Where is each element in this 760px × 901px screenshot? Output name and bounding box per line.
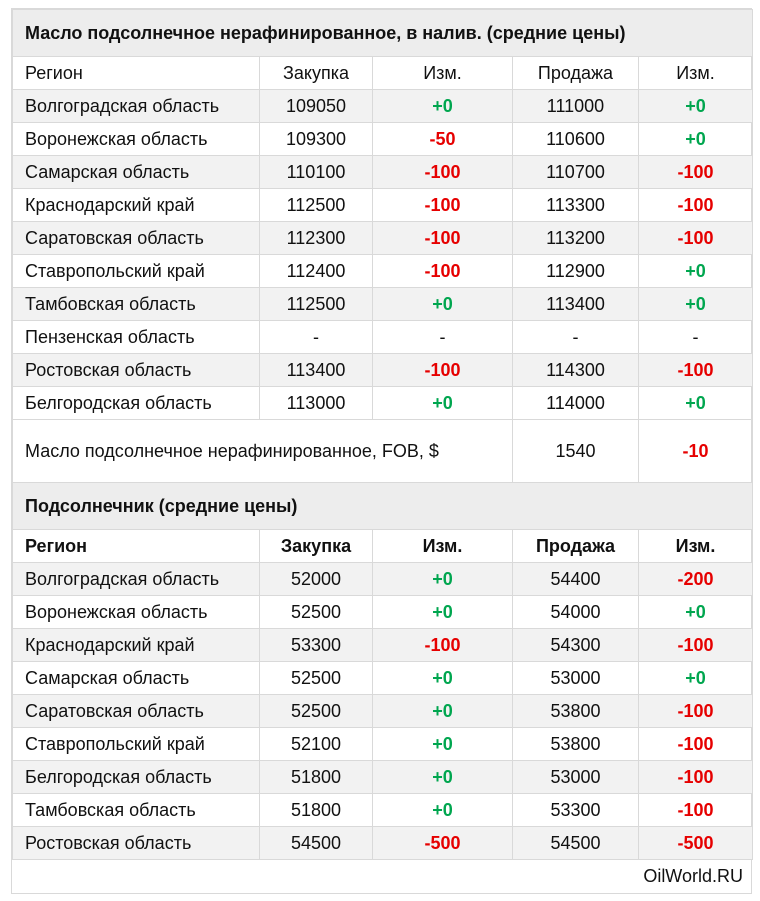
purchase-change-cell: +0 [373,387,513,420]
sale-cell: 53800 [513,728,639,761]
table-row [13,156,753,189]
purchase-cell: 112500 [260,288,373,321]
column-header: Изм. [639,57,753,90]
purchase-change-cell: -100 [373,354,513,387]
price-report [11,8,752,894]
purchase-cell: 52000 [260,563,373,596]
table-row [13,123,753,156]
fob-change: -10 [639,420,753,483]
table-row [13,222,753,255]
purchase-change-cell: -100 [373,255,513,288]
table-row [13,90,753,123]
sale-cell: 54400 [513,563,639,596]
purchase-change-cell: -500 [373,827,513,860]
oil-header-row [13,57,753,90]
table-row [13,189,753,222]
sale-cell: 114000 [513,387,639,420]
region-cell: Саратовская область [13,222,260,255]
seed-section [13,483,753,563]
purchase-change-cell: +0 [373,662,513,695]
purchase-change-cell: +0 [373,90,513,123]
purchase-cell: 112300 [260,222,373,255]
sale-cell: - [513,321,639,354]
table-row [13,794,753,827]
fob-label: Масло подсолнечное нерафинированное, FOB, $ [13,420,513,483]
table-row [13,387,753,420]
table-row [13,728,753,761]
purchase-cell: - [260,321,373,354]
region-cell: Белгородская область [13,761,260,794]
sale-cell: 110600 [513,123,639,156]
table-row [13,695,753,728]
region-cell: Тамбовская область [13,794,260,827]
purchase-cell: 110100 [260,156,373,189]
purchase-change-cell: +0 [373,563,513,596]
purchase-change-cell: +0 [373,728,513,761]
purchase-change-cell: +0 [373,596,513,629]
oil-rows [13,90,753,420]
sale-change-cell: -100 [639,629,753,662]
region-cell: Ростовская область [13,354,260,387]
sale-change-cell: -100 [639,761,753,794]
table-row [13,761,753,794]
sale-change-cell: +0 [639,288,753,321]
sale-cell: 113300 [513,189,639,222]
sale-cell: 113400 [513,288,639,321]
table-row [13,288,753,321]
purchase-change-cell: -50 [373,123,513,156]
sale-cell: 114300 [513,354,639,387]
fob-price: 1540 [513,420,639,483]
region-cell: Краснодарский край [13,629,260,662]
region-cell: Ставропольский край [13,728,260,761]
region-cell: Самарская область [13,156,260,189]
seed-header-row [13,530,753,563]
sale-cell: 53000 [513,761,639,794]
sale-cell: 54000 [513,596,639,629]
purchase-cell: 113400 [260,354,373,387]
purchase-change-cell: -100 [373,156,513,189]
oil-fob [13,420,753,483]
region-cell: Волгоградская область [13,563,260,596]
table-row [13,354,753,387]
sale-change-cell: +0 [639,387,753,420]
table-row [13,662,753,695]
sale-change-cell: -200 [639,563,753,596]
sale-cell: 112900 [513,255,639,288]
region-cell: Воронежская область [13,123,260,156]
source-credit: OilWorld.RU [643,866,743,886]
sale-change-cell: -100 [639,189,753,222]
region-cell: Ростовская область [13,827,260,860]
region-cell: Ставропольский край [13,255,260,288]
fob-row [13,420,753,483]
region-cell: Волгоградская область [13,90,260,123]
oil-section-title: Масло подсолнечное нерафинированное, в налив. (средние цены) [13,10,753,57]
table-row [13,827,753,860]
column-header: Закупка [260,530,373,563]
purchase-cell: 53300 [260,629,373,662]
column-header: Изм. [639,530,753,563]
region-cell: Пензенская область [13,321,260,354]
column-header: Изм. [373,57,513,90]
table-row [13,563,753,596]
purchase-cell: 109050 [260,90,373,123]
column-header: Регион [13,530,260,563]
purchase-cell: 52100 [260,728,373,761]
sale-change-cell: -100 [639,222,753,255]
purchase-change-cell: - [373,321,513,354]
region-cell: Воронежская область [13,596,260,629]
seed-section-title: Подсолнечник (средние цены) [13,483,753,530]
purchase-cell: 52500 [260,695,373,728]
price-table [12,9,753,860]
table-row [13,255,753,288]
sale-change-cell: - [639,321,753,354]
purchase-change-cell: +0 [373,288,513,321]
table-row [13,596,753,629]
purchase-cell: 54500 [260,827,373,860]
sale-cell: 53800 [513,695,639,728]
purchase-change-cell: -100 [373,222,513,255]
sale-cell: 111000 [513,90,639,123]
column-header: Регион [13,57,260,90]
sale-change-cell: +0 [639,596,753,629]
sale-change-cell: -100 [639,354,753,387]
sale-change-cell: +0 [639,123,753,156]
purchase-cell: 52500 [260,662,373,695]
purchase-cell: 51800 [260,761,373,794]
region-cell: Краснодарский край [13,189,260,222]
sale-cell: 54300 [513,629,639,662]
sale-cell: 53000 [513,662,639,695]
sale-change-cell: -100 [639,794,753,827]
purchase-change-cell: -100 [373,629,513,662]
sale-change-cell: -100 [639,695,753,728]
purchase-change-cell: +0 [373,761,513,794]
sale-change-cell: -100 [639,156,753,189]
table-row [13,321,753,354]
oil-section [13,10,753,90]
column-header: Продажа [513,530,639,563]
sale-change-cell: +0 [639,255,753,288]
purchase-cell: 109300 [260,123,373,156]
purchase-cell: 112500 [260,189,373,222]
region-cell: Белгородская область [13,387,260,420]
purchase-cell: 52500 [260,596,373,629]
sale-change-cell: +0 [639,662,753,695]
table-row [13,629,753,662]
purchase-change-cell: +0 [373,794,513,827]
sale-cell: 113200 [513,222,639,255]
region-cell: Саратовская область [13,695,260,728]
column-header: Закупка [260,57,373,90]
purchase-change-cell: +0 [373,695,513,728]
sale-cell: 110700 [513,156,639,189]
column-header: Продажа [513,57,639,90]
purchase-change-cell: -100 [373,189,513,222]
sale-change-cell: -100 [639,728,753,761]
purchase-cell: 51800 [260,794,373,827]
sale-cell: 54500 [513,827,639,860]
region-cell: Тамбовская область [13,288,260,321]
sale-change-cell: -500 [639,827,753,860]
column-header: Изм. [373,530,513,563]
seed-rows [13,563,753,860]
sale-cell: 53300 [513,794,639,827]
purchase-cell: 113000 [260,387,373,420]
sale-change-cell: +0 [639,90,753,123]
region-cell: Самарская область [13,662,260,695]
purchase-cell: 112400 [260,255,373,288]
